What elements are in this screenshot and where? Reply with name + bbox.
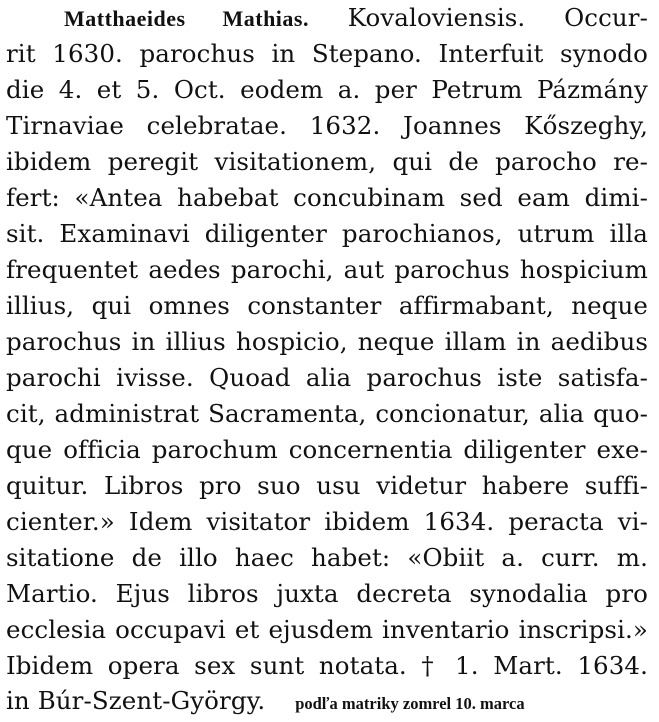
text-line: ecclesia occupavi et ejusdem inventario inscripsi.»: [6, 615, 648, 644]
entry-name: Matthaeides Mathias.: [64, 6, 309, 31]
text-line: Tirnaviae celebratae. 1632. Joannes Kőszeghy,: [6, 111, 648, 140]
text-line-last: [6, 683, 648, 719]
text-line: Ibidem opera sex sunt notata. † 1. Mart. 1634.: [6, 651, 648, 680]
text-line: que officia parochum concernentia diligenter exe-: [6, 435, 648, 464]
text-line: parochus in illius hospicio, neque illam in aedibus: [6, 327, 648, 356]
text-line: rit 1630. parochus in Stepano. Interfuit synodo: [6, 39, 648, 68]
text-line: illius, qui omnes constanter affirmabant, neque: [6, 291, 648, 320]
text-line: die 4. et 5. Oct. eodem a. per Petrum Pázmány: [6, 75, 648, 104]
text-line: sit. Examinavi diligenter parochianos, utrum illa: [6, 219, 648, 248]
text-line: parochi ivisse. Quoad alia parochus iste satisfa-: [6, 363, 648, 392]
death-date-annotation: podľa matriky zomrel 10. marca: [295, 694, 525, 713]
text-line: cit, administrat Sacramenta, concionatur, alia quo-: [6, 399, 648, 428]
text-line: Martio. Ejus libros juxta decreta synodalia pro: [6, 579, 648, 608]
text-line: fert: «Antea habebat concubinam sed eam dimi-: [6, 183, 648, 212]
text-line: ibidem peregit visitationem, qui de parocho re-: [6, 147, 648, 176]
text-line: quitur. Libros pro suo usu videtur habere suffi-: [6, 471, 648, 500]
text-line: [64, 0, 648, 36]
entry-first-line-text: Kovaloviensis. Occur-: [347, 3, 648, 32]
text-line: sitatione de illo haec habet: «Obiit a. curr. m.: [6, 543, 648, 572]
text-line: frequentet aedes parochi, aut parochus hospicium: [6, 255, 648, 284]
entry-last-line-text: in Búr-Szent-György.: [6, 686, 266, 715]
text-line: cienter.» Idem visitator ibidem 1634. peracta vi-: [6, 507, 648, 536]
